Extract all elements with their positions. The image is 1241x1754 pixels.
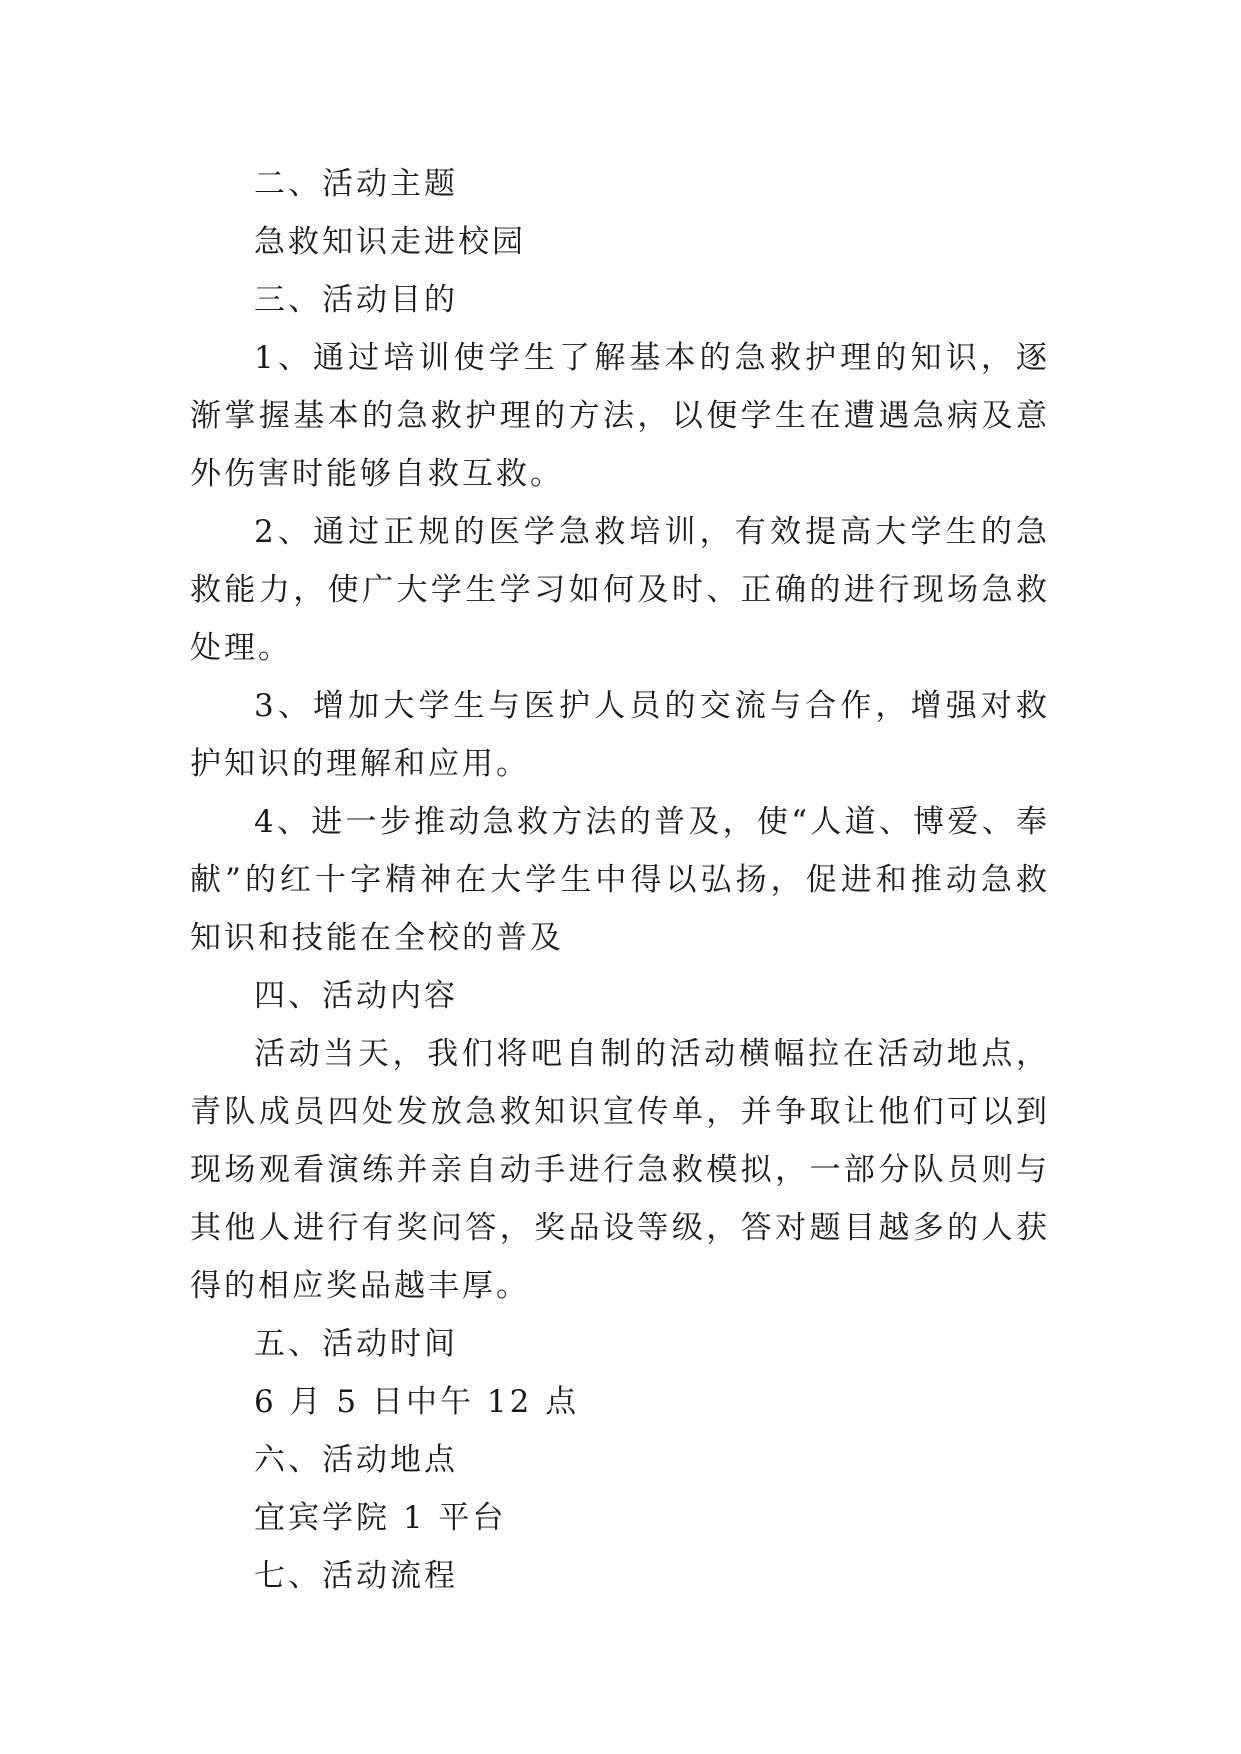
- section-heading-process: 七、活动流程: [254, 1558, 458, 1594]
- section-heading-location: 六、活动地点: [254, 1442, 458, 1478]
- purpose-item-2: 2、通过正规的医学急救培训，有效提高大学生的急救能力，使广大学生学习如何及时、正确的进行现场急救处理。: [190, 514, 1050, 666]
- time-text: 6 月 5 日中午 12 点: [254, 1384, 580, 1420]
- section-heading-theme: 二、活动主题: [254, 166, 458, 202]
- purpose-item-4: 4、进一步推动急救方法的普及，使“人道、博爱、奉献”的红十字精神在大学生中得以弘扬，促进和推动急救知识和技能在全校的普及: [190, 804, 1050, 956]
- section-heading-time: 五、活动时间: [254, 1326, 458, 1362]
- content-text: 活动当天，我们将吧自制的活动横幅拉在活动地点，青队成员四处发放急救知识宣传单，并争取让他们可以到现场观看演练并亲自动手进行急救模拟，一部分队员则与其他人进行有奖问答，奖品设等级，答对题目越多的人获得的相应奖品越丰厚。: [190, 1036, 1050, 1304]
- section-heading-content: 四、活动内容: [254, 978, 458, 1014]
- section-heading-purpose: 三、活动目的: [254, 282, 458, 318]
- document-body: [190, 155, 1050, 1605]
- theme-text: 急救知识走进校园: [254, 224, 526, 260]
- purpose-item-1: 1、通过培训使学生了解基本的急救护理的知识，逐渐掌握基本的急救护理的方法，以便学生在遭遇急病及意外伤害时能够自救互救。: [190, 340, 1050, 492]
- purpose-item-3: 3、增加大学生与医护人员的交流与合作，增强对救护知识的理解和应用。: [190, 688, 1050, 782]
- location-text: 宜宾学院 1 平台: [254, 1500, 507, 1536]
